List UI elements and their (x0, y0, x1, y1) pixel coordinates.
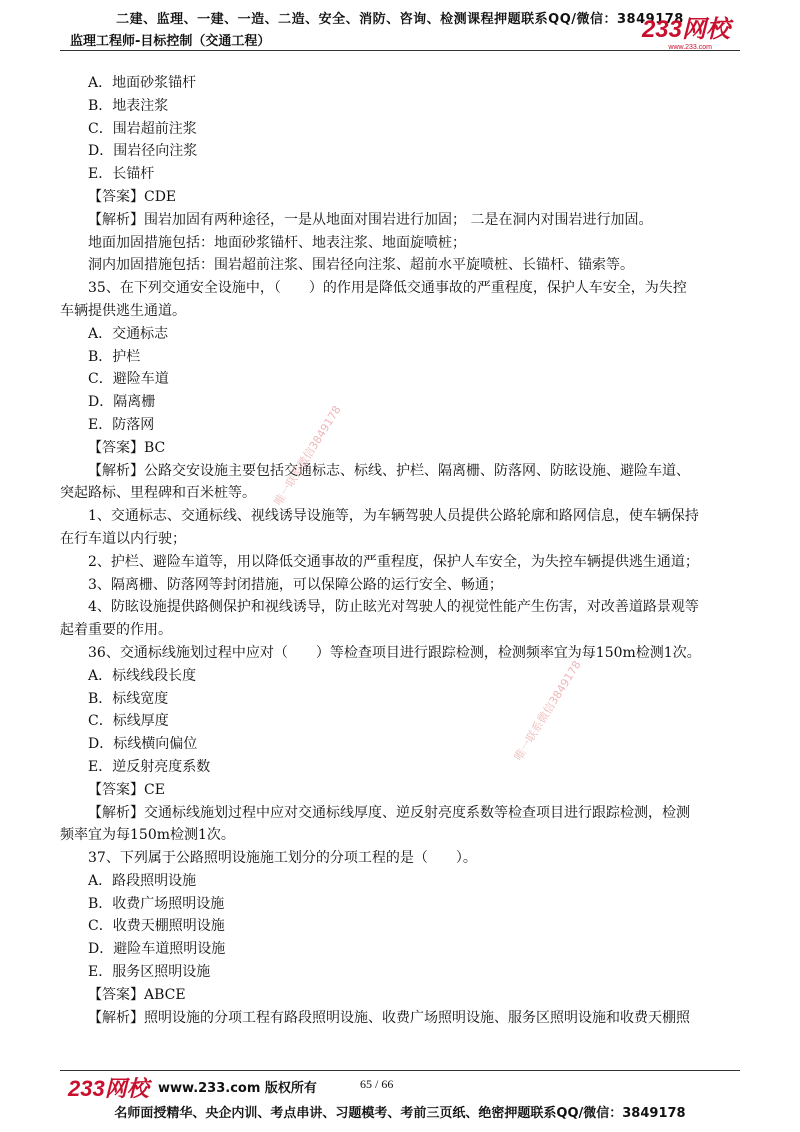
text-line: 37、下列属于公路照明设施施工划分的分项工程的是（ ）。 (88, 850, 477, 867)
text-line: 3、隔离栅、防落网等封闭措施，可以保障公路的运行安全、畅通； (88, 576, 503, 593)
text-line: D．标线横向偏位 (88, 736, 198, 753)
text-line: D．围岩径向注浆 (88, 143, 198, 160)
text-line: 起着重要的作用。 (60, 622, 172, 639)
document-subtitle: 监理工程师-目标控制（交通工程） (70, 34, 271, 49)
text-line: 【解析】公路交安设施主要包括交通标志、标线、护栏、隔离栅、防落网、防眩设施、避险车道、 (88, 462, 690, 479)
watermark: 唯一联系微信3849178 (271, 403, 344, 508)
text-line: B．护栏 (88, 348, 141, 365)
text-line: 4、防眩设施提供路侧保护和视线诱导，防止眩光对驾驶人的视觉性能产生伤害，对改善道路景观等 (88, 599, 699, 616)
text-line: 频率宜为每150m检测1次。 (60, 827, 235, 844)
text-line: D．避险车道照明设施 (88, 941, 226, 958)
page-number: 65 / 66 (360, 1077, 394, 1091)
text-line: C．围岩超前注浆 (88, 120, 197, 137)
text-line: 【答案】CE (88, 781, 165, 798)
footer-divider (60, 1070, 740, 1071)
text-line: A．地面砂浆锚杆 (88, 75, 197, 91)
text-line: 【答案】CDE (88, 188, 177, 205)
text-line: A．路段照明设施 (88, 872, 197, 889)
brand-logo-url: www.233.com (668, 44, 712, 51)
footer-promo-text: 名师面授精华、央企内训、考点串讲、习题模考、考前三页纸、绝密押题联系QQ/微信：3849178 (114, 1106, 686, 1121)
text-line: D．隔离栅 (88, 394, 156, 411)
text-line: C．避险车道 (88, 371, 169, 388)
text-line: 地面加固措施包括：地面砂浆锚杆、地表注浆、地面旋喷桩； (88, 234, 466, 251)
watermark: 唯一联系微信3849178 (511, 658, 584, 763)
footer-copyright: www.233.com 版权所有 (158, 1081, 317, 1096)
text-line: E．逆反射亮度系数 (88, 758, 211, 775)
text-line: A．标线线段长度 (88, 667, 197, 684)
text-line: 洞内加固措施包括：围岩超前注浆、围岩径向注浆、超前水平旋喷桩、长锚杆、锚索等。 (88, 257, 634, 274)
text-line: 【解析】交通标线施划过程中应对交通标线厚度、逆反射亮度系数等检查项目进行跟踪检测，检测 (88, 804, 690, 821)
text-line: C．标线厚度 (88, 713, 169, 730)
text-line: E．防落网 (88, 416, 155, 433)
text-line: 在行车道以内行驶； (60, 530, 186, 547)
footer-brand-logo: 233网校 (68, 1076, 149, 1101)
document-body (60, 72, 740, 1029)
text-line: B．收费广场照明设施 (88, 895, 225, 912)
text-line: A．交通标志 (88, 325, 169, 342)
text-line: E．长锚杆 (88, 166, 155, 183)
text-line: E．服务区照明设施 (88, 964, 211, 981)
header-promo-text: 二建、监理、一建、一造、二造、安全、消防、咨询、检测课程押题联系QQ/微信：3849178 (116, 12, 684, 27)
text-line: 36、交通标线施划过程中应对（ ）等检查项目进行跟踪检测，检测频率宜为每150m检测1次。 (88, 644, 701, 661)
text-line: B．标线宽度 (88, 690, 169, 707)
text-line: 突起路标、里程碑和百米桩等。 (60, 485, 256, 502)
text-line: 2、护栏、避险车道等，用以降低交通事故的严重程度，保护人车安全，为失控车辆提供逃生通道； (88, 553, 699, 570)
header-divider (60, 50, 740, 51)
text-line: 【解析】照明设施的分项工程有路段照明设施、收费广场照明设施、服务区照明设施和收费天棚照 (88, 1009, 690, 1026)
text-line: 【解析】围岩加固有两种途径，一是从地面对围岩进行加固； 二是在洞内对围岩进行加固。 (88, 211, 653, 228)
text-line: 1、交通标志、交通标线、视线诱导设施等，为车辆驾驶人员提供公路轮廓和路网信息，使车辆保持 (88, 508, 699, 525)
text-line: 车辆提供逃生通道。 (60, 302, 186, 319)
text-line: 【答案】BC (88, 439, 166, 456)
text-line: 35、在下列交通安全设施中，（ ）的作用是降低交通事故的严重程度，保护人车安全，为失控 (88, 280, 687, 297)
text-line: C．收费天棚照明设施 (88, 918, 225, 935)
text-line: B．地表注浆 (88, 97, 169, 114)
text-line: 【答案】ABCE (88, 986, 186, 1003)
brand-logo: 233网校 (641, 16, 730, 43)
